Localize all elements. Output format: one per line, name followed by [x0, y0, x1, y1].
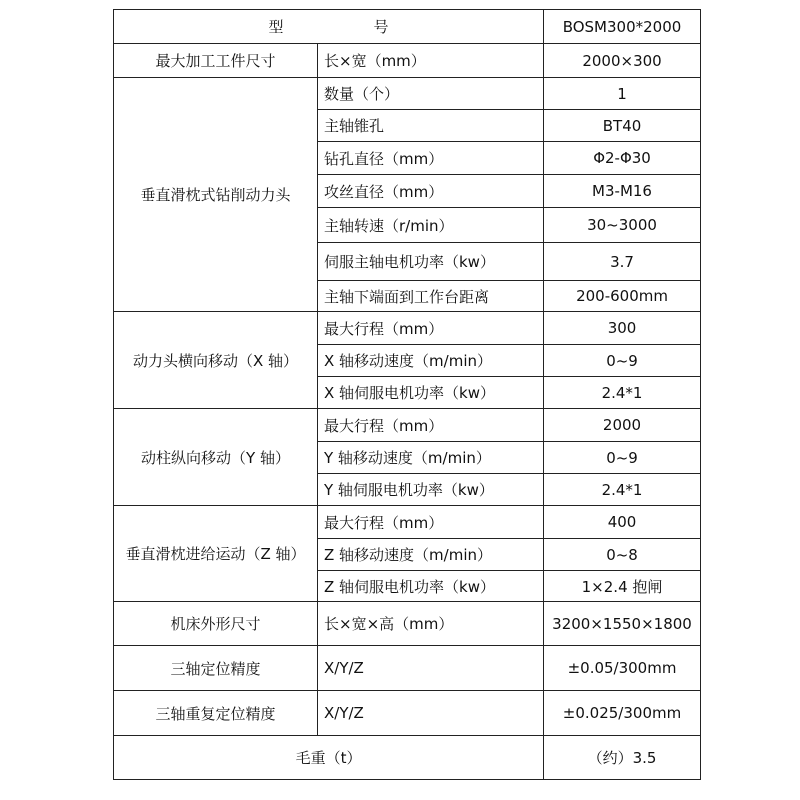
parameter-cell: 数量（个）	[318, 78, 544, 110]
value-cell: 3200×1550×1800	[544, 602, 701, 646]
parameter-cell: X 轴伺服电机功率（kw）	[318, 377, 544, 409]
value-cell: 200-600mm	[544, 281, 701, 312]
category-cell: 动力头横向移动（X 轴）	[114, 312, 318, 409]
model-value: BOSM300*2000	[544, 10, 701, 44]
table-row	[114, 78, 701, 110]
spec-table	[113, 9, 701, 780]
table-row	[114, 44, 701, 78]
table-row	[114, 409, 701, 442]
model-label: 型 号	[114, 10, 544, 44]
value-cell: 2000×300	[544, 44, 701, 78]
value-cell: 300	[544, 312, 701, 345]
value-cell: Φ2-Φ30	[544, 142, 701, 175]
value-cell: M3-M16	[544, 175, 701, 208]
value-cell: 3.7	[544, 243, 701, 281]
value-cell: 0~8	[544, 539, 701, 571]
spec-table-body	[114, 10, 701, 780]
parameter-cell: Z 轴伺服电机功率（kw）	[318, 571, 544, 602]
header-row	[114, 10, 701, 44]
parameter-cell: 最大行程（mm）	[318, 506, 544, 539]
gross-weight-value: （约）3.5	[544, 736, 701, 780]
parameter-cell: 钻孔直径（mm）	[318, 142, 544, 175]
parameter-cell: X/Y/Z	[318, 646, 544, 691]
footer-row	[114, 736, 701, 780]
category-cell: 最大加工工件尺寸	[114, 44, 318, 78]
value-cell: 1	[544, 78, 701, 110]
value-cell: 1×2.4 抱闸	[544, 571, 701, 602]
value-cell: 30~3000	[544, 208, 701, 243]
parameter-cell: 长×宽（mm）	[318, 44, 544, 78]
table-row	[114, 312, 701, 345]
parameter-cell: 最大行程（mm）	[318, 409, 544, 442]
table-row	[114, 506, 701, 539]
parameter-cell: 伺服主轴电机功率（kw）	[318, 243, 544, 281]
category-cell: 机床外形尺寸	[114, 602, 318, 646]
parameter-cell: 攻丝直径（mm）	[318, 175, 544, 208]
parameter-cell: Y 轴移动速度（m/min）	[318, 442, 544, 474]
parameter-cell: 主轴下端面到工作台距离	[318, 281, 544, 312]
value-cell: 400	[544, 506, 701, 539]
value-cell: 2.4*1	[544, 377, 701, 409]
value-cell: 0~9	[544, 345, 701, 377]
parameter-cell: X/Y/Z	[318, 691, 544, 736]
category-cell: 动柱纵向移动（Y 轴）	[114, 409, 318, 506]
value-cell: ±0.05/300mm	[544, 646, 701, 691]
parameter-cell: 主轴锥孔	[318, 110, 544, 142]
category-cell: 垂直滑枕进给运动（Z 轴）	[114, 506, 318, 602]
parameter-cell: 最大行程（mm）	[318, 312, 544, 345]
category-cell: 三轴重复定位精度	[114, 691, 318, 736]
gross-weight-label: 毛重（t）	[114, 736, 544, 780]
value-cell: BT40	[544, 110, 701, 142]
parameter-cell: Y 轴伺服电机功率（kw）	[318, 474, 544, 506]
parameter-cell: 长×宽×高（mm）	[318, 602, 544, 646]
value-cell: ±0.025/300mm	[544, 691, 701, 736]
category-cell: 垂直滑枕式钻削动力头	[114, 78, 318, 312]
table-row	[114, 646, 701, 691]
value-cell: 2.4*1	[544, 474, 701, 506]
table-row	[114, 691, 701, 736]
parameter-cell: 主轴转速（r/min）	[318, 208, 544, 243]
parameter-cell: Z 轴移动速度（m/min）	[318, 539, 544, 571]
value-cell: 0~9	[544, 442, 701, 474]
parameter-cell: X 轴移动速度（m/min）	[318, 345, 544, 377]
value-cell: 2000	[544, 409, 701, 442]
table-row	[114, 602, 701, 646]
category-cell: 三轴定位精度	[114, 646, 318, 691]
